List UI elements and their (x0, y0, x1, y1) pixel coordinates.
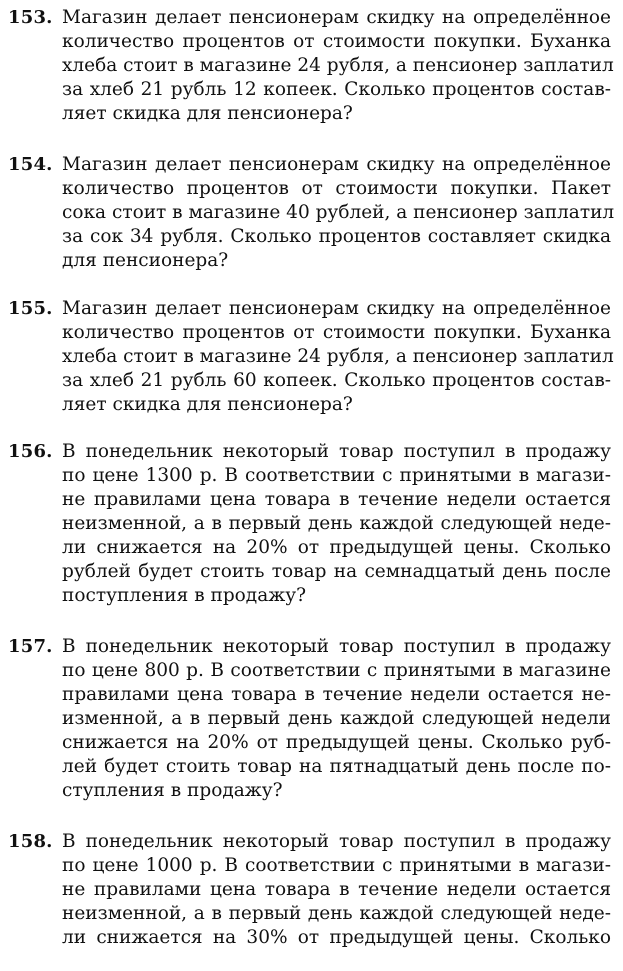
problem-text-line: сока стоит в магазине 40 рублей, а пенсионер заплатил (62, 202, 615, 223)
problem-text-line: неизменной, а в первый день каждой следующей неде- (62, 903, 611, 924)
problem-text-line: по цене 1300 р. В соответствии с принятыми в магази- (62, 465, 611, 486)
problem-text-line: не правилами цена товара в течение недели остается (62, 489, 611, 510)
problem-text-line: ляет скидка для пенсионера? (62, 103, 353, 124)
problem-text-line: не правилами цена товара в течение недели остается (62, 879, 611, 900)
problem-text-line: ли снижается на 30% от предыдущей цены. Сколько (62, 927, 611, 948)
problem-text-line: хлеба стоит в магазине 24 рубля, а пенсионер заплатил (62, 346, 614, 367)
problem-text-line: за хлеб 21 рубль 12 копеек. Сколько процентов состав- (62, 79, 611, 100)
problem-text-line: количество процентов от стоимости покупки. Буханка (62, 31, 611, 52)
problem-text-line: хлеба стоит в магазине 24 рубля, а пенсионер заплатил (62, 55, 614, 76)
problem-text-line: лей будет стоить товар на пятнадцатый день после по- (62, 756, 611, 777)
problem-text-line: количество процентов от стоимости покупки. Буханка (62, 322, 611, 343)
problem-text-line: Магазин делает пенсионерам скидку на определённое (62, 7, 611, 28)
problem-number: 154. (8, 154, 53, 175)
problem-number: 158. (8, 831, 53, 852)
problem-text-line: ляет скидка для пенсионера? (62, 394, 353, 415)
problem-text-line: рублей будет стоить товар на семнадцатый день после (62, 561, 611, 582)
problem-number: 155. (8, 298, 53, 319)
problem-text-line: за хлеб 21 рубль 60 копеек. Сколько процентов состав- (62, 370, 611, 391)
problem-text-line: правилами цена товара в течение недели остается не- (62, 684, 611, 705)
problem-text-line: за сок 34 рубля. Сколько процентов составляет скидка (62, 226, 611, 247)
problem-text-line: по цене 800 р. В соответствии с принятыми в магазине (62, 660, 611, 681)
problem-text-line: по цене 1000 р. В соответствии с принятыми в магази- (62, 855, 611, 876)
problem-text-line: В понедельник некоторый товар поступил в продажу (62, 831, 611, 852)
problem-text-line: Магазин делает пенсионерам скидку на определённое (62, 154, 611, 175)
problem-text-line: ступления в продажу? (62, 780, 283, 801)
problem-number: 156. (8, 441, 53, 462)
problem-text-line: неизменной, а в первый день каждой следующей неде- (62, 513, 611, 534)
problem-number: 153. (8, 7, 53, 28)
problem-number: 157. (8, 636, 53, 657)
problem-text-line: количество процентов от стоимости покупки. Пакет (62, 178, 611, 199)
problem-text-line: для пенсионера? (62, 250, 229, 271)
problem-text-line: В понедельник некоторый товар поступил в продажу (62, 441, 611, 462)
problem-text-line: Магазин делает пенсионерам скидку на определённое (62, 298, 611, 319)
problem-text-line: ли снижается на 20% от предыдущей цены. Сколько (62, 537, 611, 558)
problem-text-line: В понедельник некоторый товар поступил в продажу (62, 636, 611, 657)
problem-text-line: поступления в продажу? (62, 585, 307, 606)
problem-text-line: снижается на 20% от предыдущей цены. Сколько руб- (62, 732, 611, 753)
problem-text-line: изменной, а в первый день каждой следующей недели (62, 708, 611, 729)
